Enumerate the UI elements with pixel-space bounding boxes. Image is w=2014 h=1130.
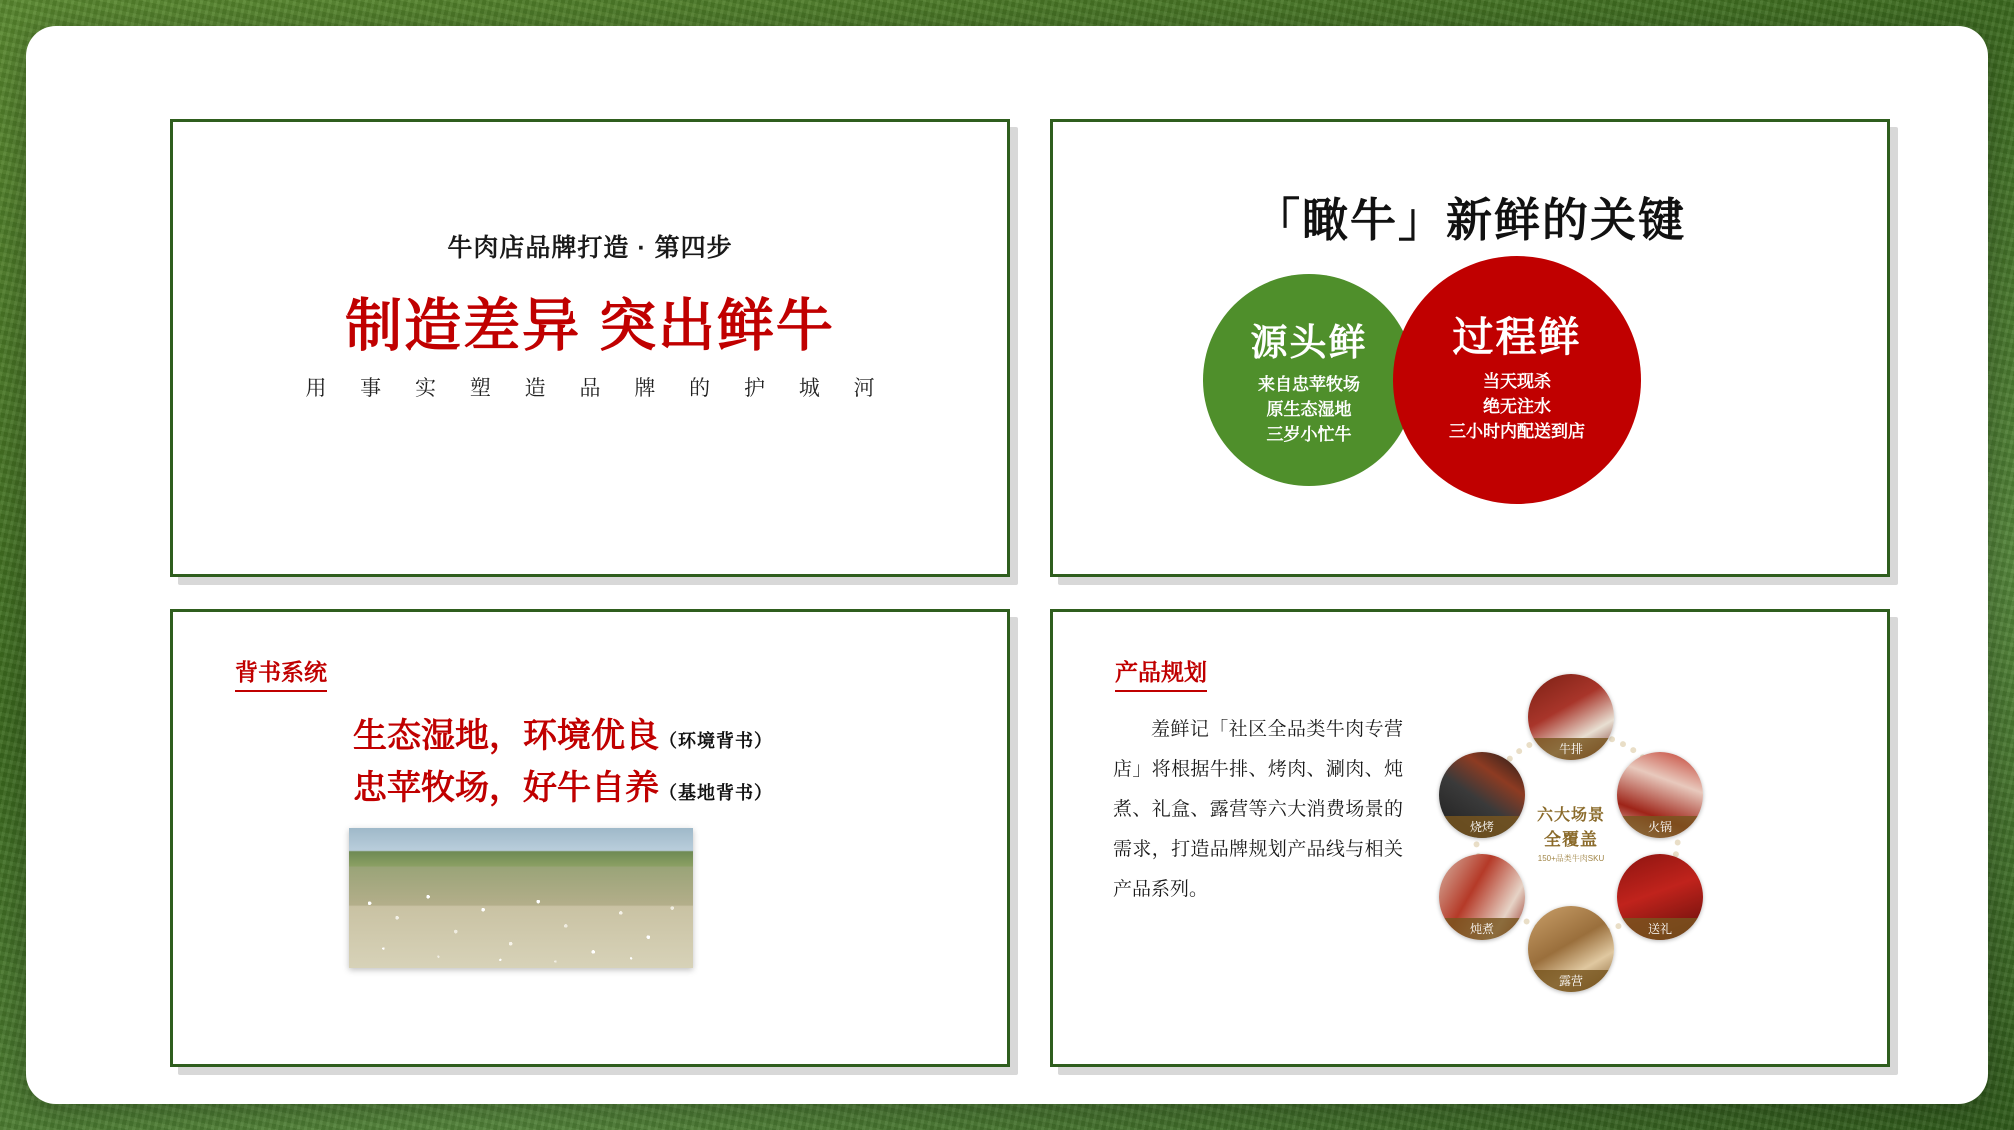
endorsement-line-1-tag: （环境背书） xyxy=(659,731,773,751)
circle-line: 三岁小忙牛 xyxy=(1266,425,1352,444)
circle-process-fresh xyxy=(1393,256,1641,504)
slide-fresh-keys[interactable] xyxy=(1050,119,1890,577)
circle-process-fresh-label: 过程鲜 xyxy=(1452,314,1582,360)
slide1-title: 制造差异 突出鲜牛 xyxy=(345,294,835,358)
slide1-eyebrow: 牛肉店品牌打造 · 第四步 xyxy=(447,234,733,262)
circle-line: 绝无注水 xyxy=(1483,397,1551,416)
circle-process-fresh-lines xyxy=(1393,369,1641,444)
wheel-center-line3: 150+品类牛肉SKU xyxy=(1537,854,1605,863)
wheel-node-steak xyxy=(1528,674,1614,760)
slide4-heading: 产品规划 xyxy=(1115,654,1207,692)
circle-line: 来自忠苹牧场 xyxy=(1258,375,1360,394)
circle-source-fresh-label: 源头鲜 xyxy=(1250,322,1368,363)
wheel-node-gift xyxy=(1617,854,1703,940)
endorsement-line-1 xyxy=(353,708,773,757)
circle-line: 当天现杀 xyxy=(1483,372,1551,391)
wheel-center-line1: 六大场景 xyxy=(1536,807,1605,824)
pasture-photo xyxy=(349,828,693,968)
slide-title[interactable] xyxy=(170,119,1010,577)
wheel-node-label: 烧烤 xyxy=(1439,816,1525,838)
six-scenes-wheel xyxy=(1421,678,1721,988)
circle-source-fresh xyxy=(1203,274,1415,486)
endorsement-line-1-main: 生态湿地，环境优良 xyxy=(353,717,659,755)
slide3-heading: 背书系统 xyxy=(235,654,327,692)
wheel-node-camping xyxy=(1528,906,1614,992)
circle-line: 原生态湿地 xyxy=(1266,400,1352,419)
wheel-node-bbq xyxy=(1439,752,1525,838)
wheel-node-label: 火锅 xyxy=(1617,816,1703,838)
document-card xyxy=(26,26,1988,1104)
slide-endorsement[interactable] xyxy=(170,609,1010,1067)
slide-grid xyxy=(144,93,1874,1083)
wheel-node-stew xyxy=(1439,854,1525,940)
circle-line: 三小时内配送到店 xyxy=(1449,422,1585,441)
wheel-node-label: 露营 xyxy=(1528,970,1614,992)
wheel-node-hotpot xyxy=(1617,752,1703,838)
wheel-node-label: 送礼 xyxy=(1617,918,1703,940)
sheep-flock-texture xyxy=(349,887,693,968)
slide1-subtitle: 用 事 实 塑 造 品 牌 的 护 城 河 xyxy=(305,377,889,400)
circle-source-fresh-lines xyxy=(1203,372,1415,447)
endorsement-line-2 xyxy=(353,760,773,809)
wheel-node-label: 牛排 xyxy=(1528,738,1614,760)
endorsement-line-2-main: 忠苹牧场，好牛自养 xyxy=(353,769,659,807)
slide2-title: 「瞰牛」新鲜的关键 xyxy=(1254,194,1686,246)
wheel-center xyxy=(1513,770,1629,886)
wheel-center-line2: 全覆盖 xyxy=(1544,830,1598,849)
slide-product-plan[interactable] xyxy=(1050,609,1890,1067)
wheel-node-label: 炖煮 xyxy=(1439,918,1525,940)
endorsement-line-2-tag: （基地背书） xyxy=(659,783,773,803)
product-plan-paragraph: 羞鲜记「社区全品类牛肉专营店」将根据牛排、烤肉、涮肉、炖煮、礼盒、露营等六大消费场景的需求，打造品牌规划产品线与相关产品系列。 xyxy=(1113,719,1403,900)
